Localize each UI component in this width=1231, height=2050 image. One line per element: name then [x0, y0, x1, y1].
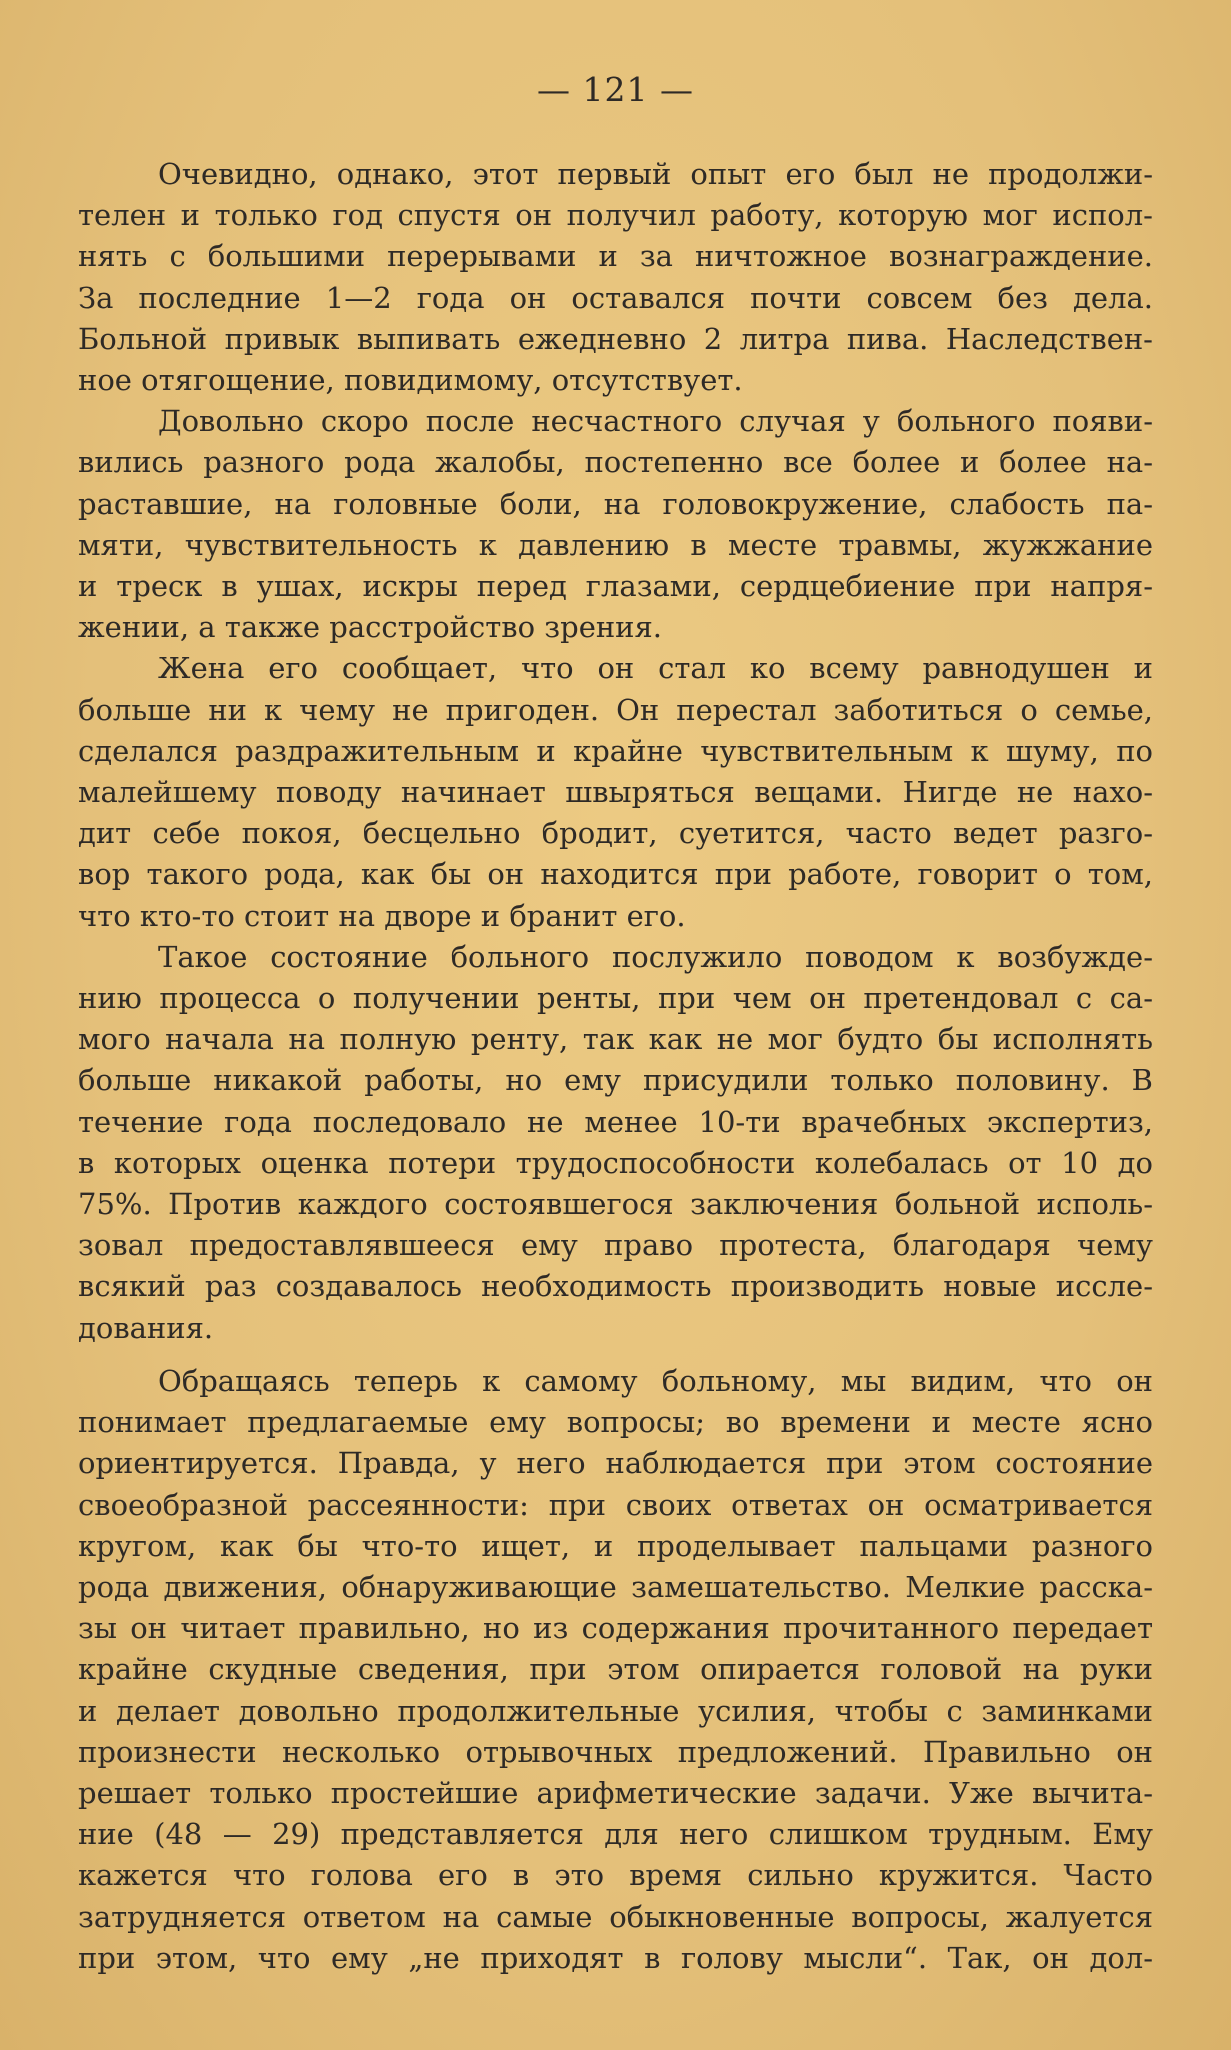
- text-line: ориентируется. Правда, у него наблюдается при этом состояние: [78, 1446, 1153, 1481]
- text-line: произнести несколько отрывочных предложений. Правильно он: [78, 1734, 1153, 1769]
- text-line: Довольно скоро после несчастного случая у больного появи-: [158, 404, 1153, 439]
- text-line: мого начала на полную ренту, так как не мог будто бы исполнять: [78, 1022, 1153, 1057]
- text-line: нять с большими перерывами и за ничтожное вознаграждение.: [78, 239, 1153, 274]
- text-line: течение года последовало не менее 10-ти врачебных экспертиз,: [78, 1104, 1153, 1139]
- text-line: кажется что голова его в это время сильно кружится. Часто: [78, 1858, 1153, 1893]
- text-line: затрудняется ответом на самые обыкновенные вопросы, жалуется: [78, 1899, 1153, 1934]
- text-line: мяти, чувствительность к давлению в месте травмы, жужжание: [78, 527, 1153, 562]
- paragraph: [78, 1361, 1153, 1979]
- text-line: при этом, что ему „не приходят в голову мысли“. Так, он дол-: [78, 1940, 1153, 1975]
- text-line: малейшему поводу начинает швыряться вещами. Нигде не нахо-: [78, 775, 1153, 810]
- text-line: в которых оценка потери трудоспособности колебалась от 10 до: [78, 1145, 1153, 1180]
- text-line: За последние 1—2 года он оставался почти совсем без дела.: [78, 280, 1153, 315]
- paragraph: [78, 401, 1153, 648]
- paragraph: [78, 154, 1153, 401]
- text-line: Больной привык выпивать ежедневно 2 литра пива. Наследствен-: [78, 321, 1153, 356]
- text-line: Такое состояние больного послужило поводом к возбужде-: [158, 939, 1153, 974]
- paragraph-gap: [78, 1349, 1153, 1361]
- paragraph: [78, 937, 1153, 1349]
- text-line: нию процесса о получении ренты, при чем он претендовал с са-: [78, 981, 1153, 1016]
- text-line: сделался раздражительным и крайне чувствительным к шуму, по: [78, 733, 1153, 768]
- text-line: что кто-то стоит на дворе и бранит его.: [78, 898, 686, 933]
- text-line: телен и только год спустя он получил работу, которую мог испол-: [78, 198, 1153, 233]
- text-line: крайне скудные сведения, при этом опирается головой на руки: [78, 1652, 1153, 1687]
- text-line: жении, а также расстройство зрения.: [78, 610, 663, 645]
- text-line: раставшие, на головные боли, на головокружение, слабость па-: [78, 486, 1153, 521]
- text-line: ние (48 — 29) представляется для него слишком трудным. Ему: [78, 1817, 1153, 1852]
- text-line: и треск в ушах, искры перед глазами, сердцебиение при напря-: [78, 569, 1153, 604]
- text-line: зы он читает правильно, но из содержания прочитанного передает: [78, 1611, 1153, 1646]
- text-line: вор такого рода, как бы он находится при работе, говорит о том,: [78, 857, 1153, 892]
- text-line: зовал предоставлявшееся ему право протеста, благодаря чему: [78, 1228, 1153, 1263]
- text-line: ное отягощение, повидимому, отсутствует.: [78, 363, 743, 398]
- text-line: Жена его сообщает, что он стал ко всему равнодушен и: [158, 651, 1153, 686]
- text-line: дит себе покоя, бесцельно бродит, суетится, часто ведет разго-: [78, 816, 1153, 851]
- page-body: [78, 154, 1153, 1979]
- text-line: Очевидно, однако, этот первый опыт его был не продолжи-: [158, 157, 1153, 191]
- text-line: своеобразной рассеянности: при своих ответах он осматривается: [78, 1487, 1153, 1522]
- text-line: больше никакой работы, но ему присудили только половину. В: [78, 1063, 1153, 1098]
- page-number: — 121 —: [537, 70, 694, 109]
- text-line: всякий раз создавалось необходимость производить новые иссле-: [78, 1269, 1153, 1304]
- text-line: вились разного рода жалобы, постепенно все более и более на-: [78, 445, 1153, 480]
- text-line: и делает довольно продолжительные усилия, чтобы с заминками: [78, 1693, 1153, 1728]
- text-line: решает только простейшие арифметические задачи. Уже вычита-: [78, 1775, 1153, 1810]
- text-line: понимает предлагаемые ему вопросы; во времени и месте ясно: [78, 1405, 1153, 1440]
- text-line: 75%. Против каждого состоявшегося заключения больной исполь-: [78, 1187, 1153, 1222]
- text-line: кругом, как бы что-то ищет, и проделывает пальцами разного: [78, 1528, 1153, 1563]
- paragraph: [78, 648, 1153, 936]
- text-line: больше ни к чему не пригоден. Он перестал заботиться о семье,: [78, 692, 1153, 727]
- text-line: Обращаясь теперь к самому больному, мы видим, что он: [158, 1363, 1153, 1398]
- text-line: рода движения, обнаруживающие замешательство. Мелкие расска-: [78, 1569, 1153, 1604]
- text-line: дования.: [78, 1310, 214, 1345]
